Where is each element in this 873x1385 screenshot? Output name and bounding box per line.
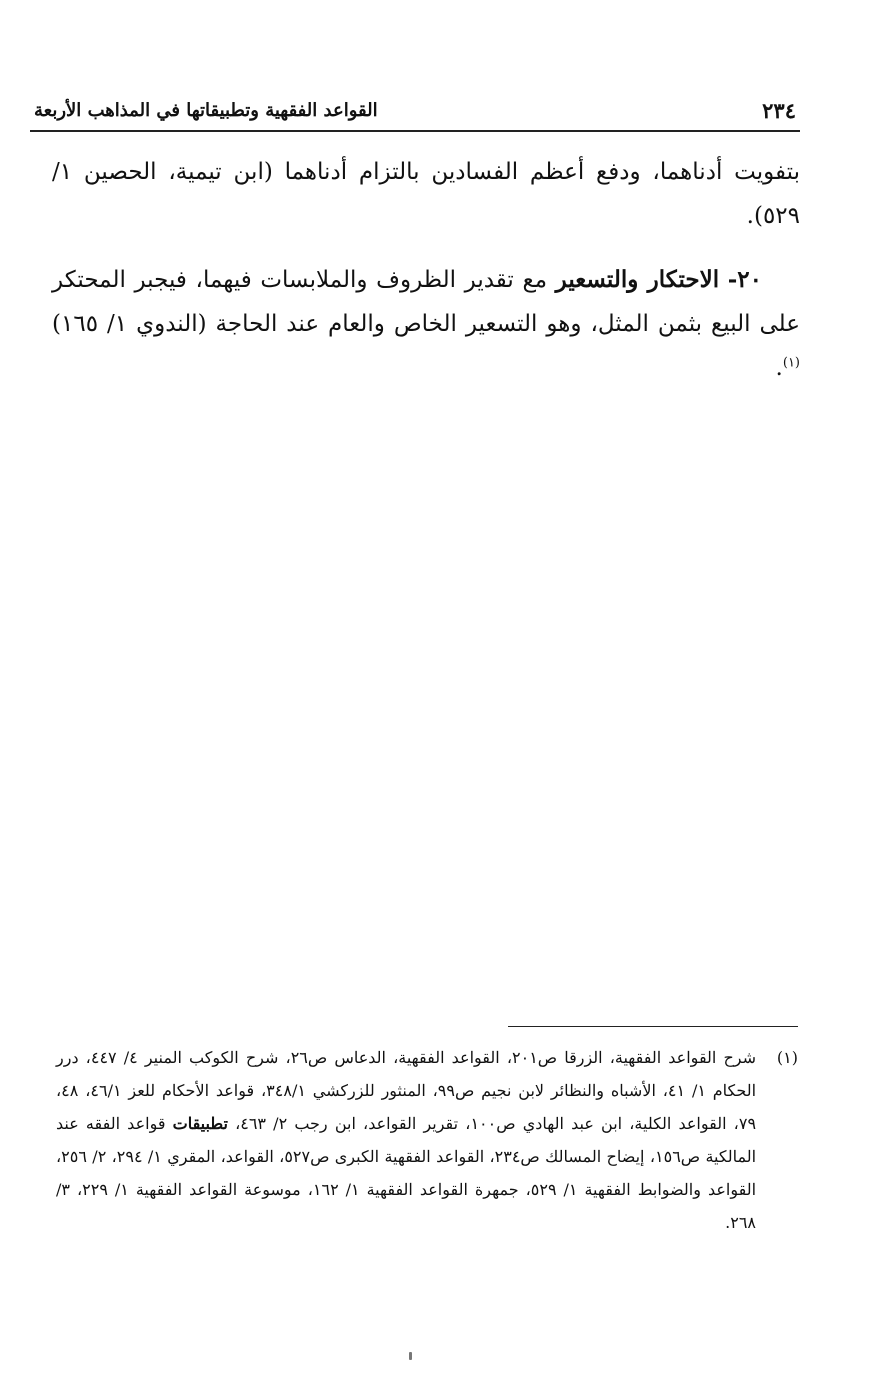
footnote-text bbox=[56, 1041, 798, 1239]
rule-paragraph bbox=[52, 258, 800, 390]
footnote-text-part-1: شرح القواعد الفقهية، الزرقا ص٢٠١، القواعد الفقهية، الدعاس ص٢٦، شرح الكوكب المنير ٤/ ٤٤٧، درر الحكام ١/ ٤١، الأشباه والنظائر لابن نجيم ص٩٩، المنثور للزركشي ٣٤٨/١، قواعد الأحكام للعز ٤٦/١، ٤٨، ٧٩، القواعد الكلية، ابن عبد الهادي ص١٠٠، تقرير القواعد، ابن رجب ٢/ ٤٦٣، bbox=[56, 1048, 757, 1133]
footnote-text-part-2: قواعد الفقه عند المالكية ص١٥٦، إيضاح المسالك ص٢٣٤، القواعد الفقهية الكبرى ص٥٢٧، القواعد، المقري ١/ ٢٩٤، ٢/ ٢٥٦، القواعد والضوابط الفقهية ١/ ٥٢٩، جمهرة القواعد الفقهية ١/ ١٦٢، موسوعة القواعد الفقهية ١/ ٢٢٩، ٣/ ٢٦٨. bbox=[56, 1114, 757, 1232]
footnote-marker: (١) bbox=[776, 1048, 798, 1067]
running-header bbox=[30, 96, 800, 132]
rule-title: الاحتكار والتسعير bbox=[555, 266, 720, 293]
footnote-reference[interactable]: (١) bbox=[782, 355, 800, 371]
footnote-bold-word: تطبيقات bbox=[172, 1114, 228, 1133]
footnote-separator bbox=[508, 1026, 798, 1027]
footnotes bbox=[56, 1041, 798, 1239]
print-mark bbox=[409, 1352, 412, 1360]
main-text bbox=[52, 150, 800, 410]
rule-text: مع تقدير الظروف والملابسات فيهما، فيجبر المحتكر على البيع بثمن المثل، وهو التسعير الخاص والعام عند الحاجة (الندوي ١/ ١٦٥) bbox=[52, 267, 801, 337]
paragraph-continuation: بتفويت أدناهما، ودفع أعظم الفسادين بالتزام أدناهما (ابن تيمية، الحصين ١/ ٥٢٩). bbox=[52, 159, 800, 229]
page-number: ٢٣٤ bbox=[762, 98, 796, 123]
running-title: القواعد الفقهية وتطبيقاتها في المذاهب الأربعة bbox=[34, 100, 378, 121]
rule-end: . bbox=[775, 355, 783, 381]
footnote-item bbox=[56, 1041, 798, 1239]
rule-number: ٢٠- bbox=[727, 266, 763, 293]
